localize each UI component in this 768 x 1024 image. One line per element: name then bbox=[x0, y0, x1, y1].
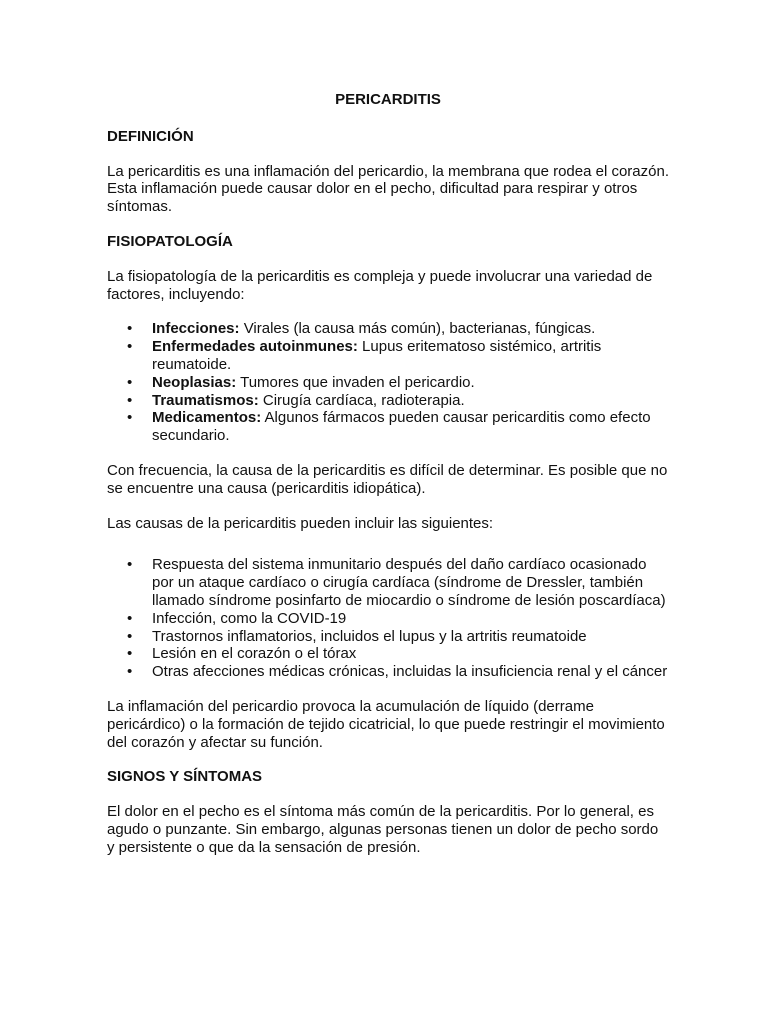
list-item-factor bbox=[107, 392, 669, 410]
factor-text: Virales (la causa más común), bacterianas, fúngicas. bbox=[239, 320, 596, 338]
list-item-factor bbox=[107, 374, 669, 392]
heading-definicion: DEFINICIÓN bbox=[107, 127, 194, 145]
factor-term: Medicamentos: bbox=[152, 409, 262, 427]
factor-term: Neoplasias: bbox=[152, 373, 237, 391]
factor-text: Cirugía cardíaca, radioterapia. bbox=[258, 391, 465, 409]
causes-list bbox=[107, 556, 669, 681]
factors-list bbox=[107, 320, 669, 445]
paragraph-definicion: La pericarditis es una inflamación del pericardio, la membrana que rodea el corazón. Esta inflamación puede causar dolor en el pecho, dificultad para respirar y otros síntomas. bbox=[107, 162, 669, 216]
factor-term: Traumatismos: bbox=[152, 391, 259, 409]
list-item-factor bbox=[107, 338, 669, 374]
document-title: PERICARDITIS bbox=[335, 91, 441, 108]
factor-text: Lupus eritematoso sistémico, artritis reumatoide. bbox=[152, 338, 602, 373]
factor-text: Algunos fármacos pueden causar pericarditis como efecto secundario. bbox=[152, 409, 651, 445]
heading-fisiopatologia: FISIOPATOLOGÍA bbox=[107, 232, 233, 250]
paragraph-frecuencia: Con frecuencia, la causa de la pericarditis es difícil de determinar. Es posible que no se encuentre una causa (pericarditis idiopática). bbox=[107, 461, 668, 497]
paragraph-inflamacion: La inflamación del pericardio provoca la acumulación de líquido (derrame pericárdico) o la formación de tejido cicatricial, lo que puede restringir el movimiento del corazón y afectar su función. bbox=[107, 697, 665, 751]
paragraph-signos: El dolor en el pecho es el síntoma más común de la pericarditis. Por lo general, es agudo o punzante. Sin embargo, algunas personas tienen un dolor de pecho sordo y persistente o que da la sensación de presión. bbox=[107, 803, 659, 856]
list-item-cause: • Trastornos inflamatorios, incluidos el lupus y la artritis reumatoide bbox=[107, 628, 669, 646]
heading-signos: SIGNOS Y SÍNTOMAS bbox=[107, 768, 263, 786]
list-item-factor bbox=[107, 320, 669, 338]
factor-term: Enfermedades autoinmunes: bbox=[152, 338, 358, 356]
document-body bbox=[107, 91, 669, 874]
factor-text: Tumores que invaden el pericardio. bbox=[236, 373, 475, 391]
list-item-factor bbox=[107, 409, 669, 445]
paragraph-causas-intro: Las causas de la pericarditis pueden incluir las siguientes: bbox=[107, 514, 494, 532]
paragraph-fisiopatologia-intro: La fisiopatología de la pericarditis es compleja y puede involucrar una variedad de factores, incluyendo: bbox=[107, 267, 653, 303]
list-item-cause: • Infección, como la COVID-19 bbox=[107, 610, 669, 628]
factor-term: Infecciones: bbox=[152, 320, 240, 338]
list-item-cause: • Otras afecciones médicas crónicas, incluidas la insuficiencia renal y el cáncer bbox=[107, 663, 669, 681]
list-item-cause: • Respuesta del sistema inmunitario después del daño cardíaco ocasionado por un ataque cardíaco o cirugía cardíaca (síndrome de Dressler, también llamado síndrome posinfarto de miocardio o síndrome de lesión poscardíaca) bbox=[107, 556, 669, 609]
list-item-cause: • Lesión en el corazón o el tórax bbox=[107, 645, 669, 663]
